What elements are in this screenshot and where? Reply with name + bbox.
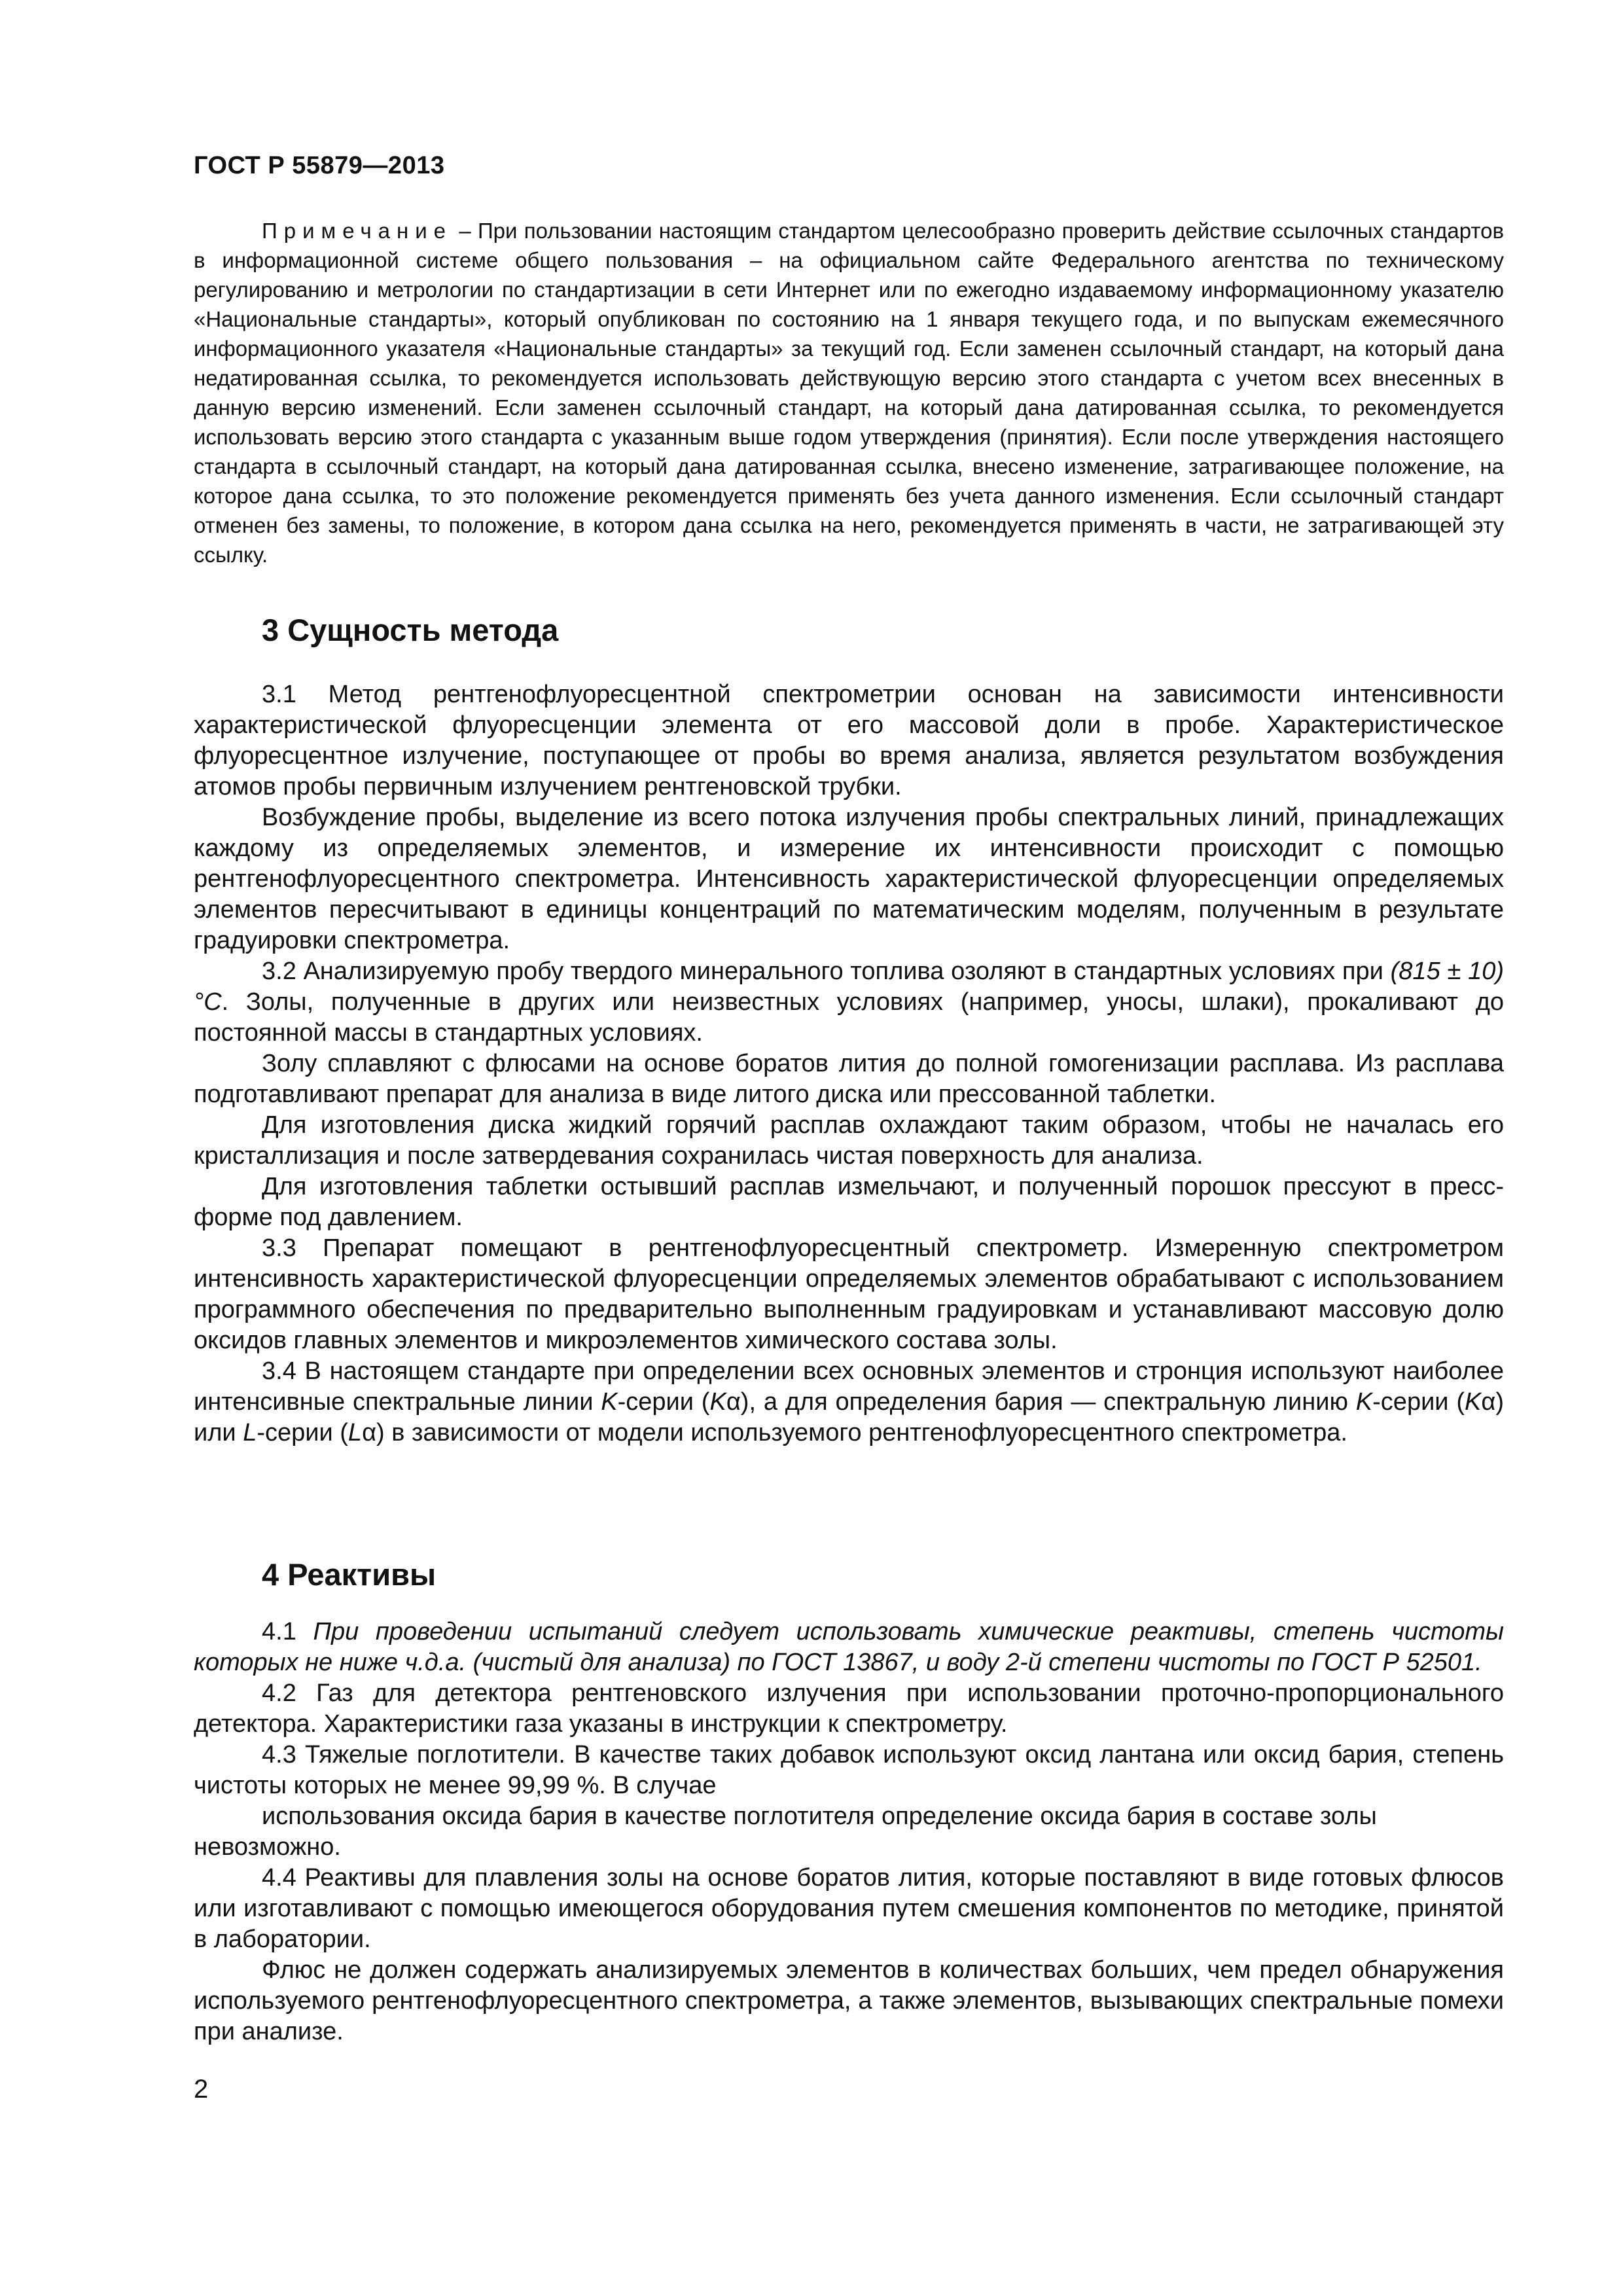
italic-symbol: K (709, 1388, 726, 1416)
italic-symbol: L (348, 1419, 363, 1446)
note-label: Примечание (262, 219, 453, 243)
text: -серии ( (1372, 1388, 1465, 1416)
section-4-body (194, 1617, 1504, 2047)
page-number: 2 (194, 2075, 209, 2104)
italic-symbol: K (1465, 1388, 1482, 1416)
paragraph-3-4 (194, 1356, 1504, 1448)
section-3-body (194, 679, 1504, 1448)
section-4-heading: 4 Реактивы (262, 1557, 437, 1592)
text: 4.1 (262, 1618, 313, 1645)
text: 3.4 В настоящем стандарте при определении всех основных элементов и стронция используют наиболее интенсивные спектральные линии (194, 1357, 1504, 1416)
paragraph-4-3-continued: использования оксида бария в качестве поглотителя определение оксида бария в составе золы невозможно. (194, 1803, 1377, 1861)
paragraph-3-1: 3.1 Метод рентгенофлуоресцентной спектрометрии основан на зависимости интенсивности характеристической флуоресценции элемента от его массовой доли в пробе. Характеристическое флуоресцентное излучение, поступающее от пробы во время анализа, является результатом возбуждения атомов пробы первичным излучением рентгеновской трубки. (194, 681, 1504, 800)
paragraph-3-2 (194, 956, 1504, 1049)
paragraph-excitation: Возбуждение пробы, выделение из всего потока излучения пробы спектральных линий, принадлежащих каждому из определяемых элементов, и измерение их интенсивности происходит с помощью рентгенофлуоресцентного спектрометра. Интенсивность характеристической флуоресценции определяемых элементов пересчитывают в единицы концентраций по математическим моделям, полученным в результате градуировки спектрометра. (194, 804, 1504, 954)
standard-designation: ГОСТ Р 55879—2013 (194, 152, 445, 179)
temperature-value: (815 ± 10) °С (194, 958, 1505, 1016)
paragraph-tablet: Для изготовления таблетки остывший расплав измельчают, и полученный порошок прессуют в пресс-форме под давлением. (194, 1173, 1504, 1231)
paragraph-4-2: 4.2 Газ для детектора рентгеновского излучения при использовании проточно-пропорционального детектора. Характеристики газа указаны в инструкции к спектрометру. (194, 1679, 1504, 1738)
italic-symbol: L (243, 1419, 257, 1446)
paragraph-fusion: Золу сплавляют с флюсами на основе боратов лития до полной гомогенизации расплава. Из расплава подготавливают препарат для анализа в виде литого диска или прессованной таблетки. (194, 1050, 1504, 1108)
paragraph-disk: Для изготовления диска жидкий горячий расплав охлаждают таким образом, чтобы не началась его кристаллизация и после затвердевания сохранилась чистая поверхность для анализа. (194, 1111, 1504, 1170)
note-text: – При пользовании настоящим стандартом целесообразно проверить действие ссылочных стандартов в информационной системе общего пользования – на официальном сайте Федерального агентства по техническому регулированию и метрологии по стандартизации в сети Интернет или по ежегодно издаваемому информационному указателю «Национальные стандарты», который опубликован по состоянию на 1 января текущего года, и по выпускам ежемесячного информационного указателя «Национальные стандарты» за текущий год. Если заменен ссылочный стандарт, на который дана недатированная ссылка, то рекомендуется использовать действующую версию этого стандарта с учетом всех внесенных в данную версию изменений. Если заменен ссылочный стандарт, на который дана датированная ссылка, то рекомендуется использовать версию этого стандарта с указанным выше годом утверждения (принятия). Если после утверждения настоящего стандарта в ссылочный стандарт, на который дана датированная ссылка, внесено изменение, затрагивающее положение, на которое дана ссылка, то это положение рекомендуется применять без учета данного изменения. Если ссылочный стандарт отменен без замены, то положение, в котором дана ссылка на него, рекомендуется применять в части, не затрагивающей эту ссылку. (194, 219, 1504, 567)
paragraph-4-1 (194, 1617, 1504, 1678)
note-block (194, 216, 1504, 569)
text: 3.2 Анализируемую пробу твердого минерального топлива озоляют в стандартных условиях при (262, 958, 1391, 985)
text: -серии ( (617, 1388, 710, 1416)
paragraph-3-3: 3.3 Препарат помещают в рентгенофлуоресцентный спектрометр. Измеренную спектрометром интенсивность характеристической флуоресценции определяемых элементов обрабатывают с использованием программного обеспечения по предварительно выполненным градуировкам и устанавливают массовую долю оксидов главных элементов и микроэлементов химического состава золы. (194, 1234, 1504, 1354)
italic-text: При проведении испытаний следует использовать химические реактивы, степень чистоты которых не ниже ч.д.а. (чистый для анализа) по ГОСТ 13867, и воду 2-й степени чистоты по ГОСТ Р 52501. (194, 1618, 1504, 1676)
text: -серии ( (257, 1419, 348, 1446)
text: α), а для определения бария — спектральную линию (726, 1388, 1356, 1416)
paragraph-4-3: 4.3 Тяжелые поглотители. В качестве таких добавок используют оксид лантана или оксид бария, степень чистоты которых не менее 99,99 %. В случае (194, 1741, 1504, 1799)
text: . Золы, полученные в других или неизвестных условиях (например, уносы, шлаки), прокаливают до постоянной массы в стандартных условиях. (194, 988, 1504, 1047)
italic-symbol: K (601, 1388, 618, 1416)
italic-symbol: K (1355, 1388, 1373, 1416)
paragraph-4-4: 4.4 Реактивы для плавления золы на основе боратов лития, которые поставляют в виде готовых флюсов или изготавливают с помощью имеющегося оборудования путем смешения компонентов по методике, принятой в лаборатории. (194, 1864, 1504, 1953)
text: α) или (194, 1388, 1504, 1446)
note-paragraph (194, 216, 1504, 569)
section-3-heading: 3 Сущность метода (262, 613, 559, 647)
text: α) в зависимости от модели используемого рентгенофлуоресцентного спектрометра. (362, 1419, 1347, 1446)
paragraph-flux: Флюс не должен содержать анализируемых элементов в количествах больших, чем предел обнаружения используемого рентгенофлуоресцентного спектрометра, а также элементов, вызывающих спектральные помехи при анализе. (194, 1956, 1504, 2045)
